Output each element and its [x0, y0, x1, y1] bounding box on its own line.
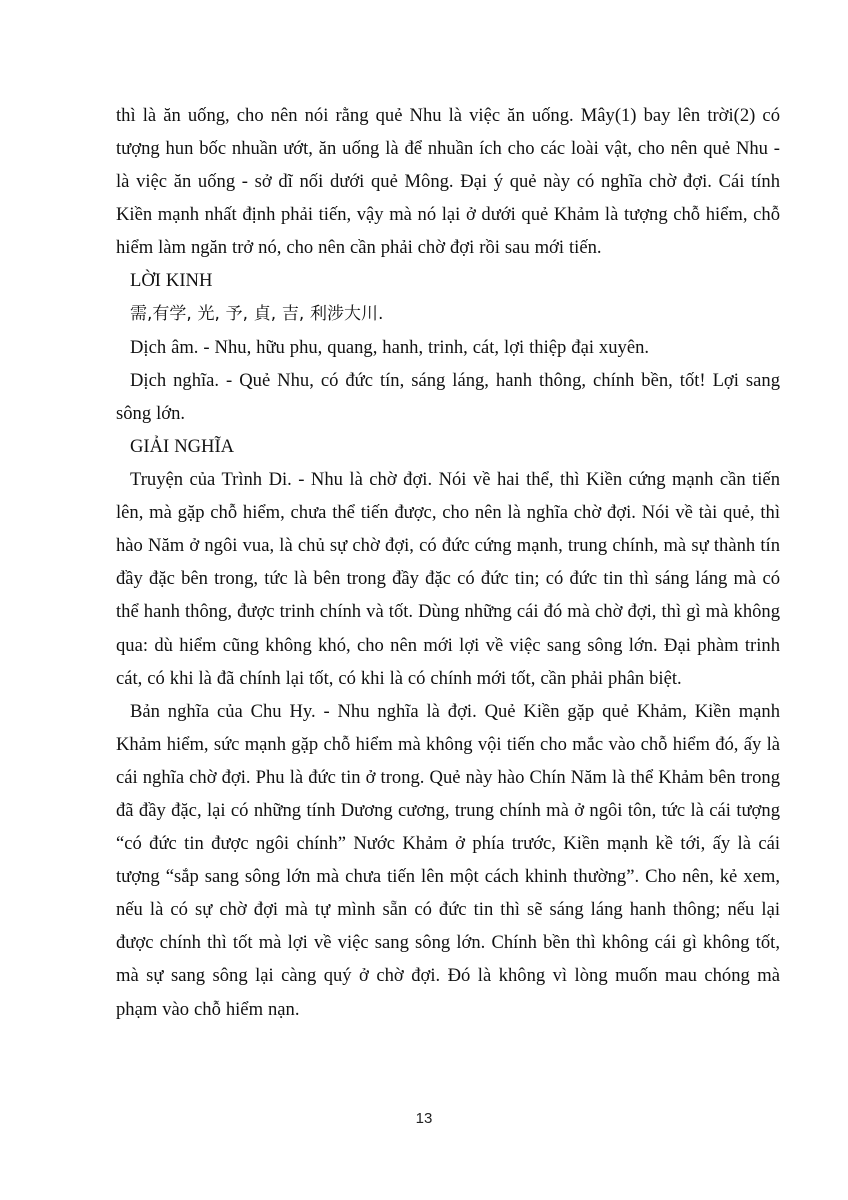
body-text: [116, 99, 780, 1026]
paragraph-continuation: thì là ăn uống, cho nên nói rằng quẻ Nhu là việc ăn uống. Mây(1) bay lên trời(2) có tượng hun bốc nhuần ướt, ăn uống là để nhuần ích cho các loài vật, cho nên quẻ Nhu - là việc ăn uống - sở dĩ nối dưới quẻ Mông. Đại ý quẻ này có nghĩa chờ đợi. Cái tính Kiền mạnh nhất định phải tiến, vậy mà nó lại ở dưới quẻ Khảm là tượng chỗ hiểm, chỗ hiểm làm ngăn trở nó, cho nên cần phải chờ đợi rồi sau mới tiến.: [116, 105, 780, 259]
paragraph-dich-am: Dịch âm. - Nhu, hữu phu, quang, hanh, trinh, cát, lợi thiệp đại xuyên.: [130, 336, 650, 358]
page-number: 13: [415, 1110, 433, 1127]
classical-chinese-text: 需,有学, 光, 予, 貞, 吉, 利涉大川.: [130, 303, 384, 324]
paragraph-truyen-trinh-di: Truyện của Trình Di. - Nhu là chờ đợi. Nói về hai thể, thì Kiền cứng mạnh cần tiến lên, mà gặp chỗ hiểm, chưa thể tiến được, cho nên là nghĩa chờ đợi. Nói về tài quẻ, thì hào Năm ở ngôi vua, là chủ sự chờ đợi, có đức cứng mạnh, trung chính, mà sự thành tín đầy đặc bên trong, tức là bên trong đầy đặc có đức tin; có đức tin thì sáng láng mà có thể hanh thông, được trinh chính và tốt. Dùng những cái đó mà chờ đợi, thì gì mà không qua: dù hiểm cũng không khó, cho nên mới lợi về việc sang sông lớn. Đại phàm trinh cát, có khi là đã chính lại tốt, có khi là có chính mới tốt, cần phải phân biệt.: [116, 469, 780, 689]
paragraph-dich-nghia: Dịch nghĩa. - Quẻ Nhu, có đức tín, sáng láng, hanh thông, chính bền, tốt! Lợi sang sông lớn.: [116, 369, 780, 424]
paragraph-ban-nghia-chu-hy: Bản nghĩa của Chu Hy. - Nhu nghĩa là đợi. Quẻ Kiền gặp quẻ Khảm, Kiền mạnh Khảm hiểm, sức mạnh gặp chỗ hiểm mà không vội tiến cho mắc vào chỗ hiểm đó, ấy là cái nghĩa chờ đợi. Phu là đức tin ở trong. Quẻ này hào Chín Năm là thể Khảm bên trong đã đầy đặc, lại có những tính Dương cương, trung chính mà ở ngôi tôn, tức là cái tượng “có đức tin được ngôi chính” Nước Khảm ở phía trước, Kiền mạnh kề tới, ấy là cái tượng “sắp sang sông lớn mà chưa tiến lên một cách khinh thường”. Cho nên, kẻ xem, nếu là có sự chờ đợi mà tự mình sẵn có đức tin thì sẽ sáng láng hanh thông; nếu lại được chính thì tốt mà lợi về việc sang sông lớn. Chính bền thì không cái gì không tốt, mà sự sang sông lại càng quý ở chờ đợi. Đó là không vì lòng muốn mau chóng mà phạm vào chỗ hiểm nạn.: [116, 700, 780, 1020]
heading-loi-kinh: LỜI KINH: [130, 270, 213, 292]
heading-giai-nghia: GIẢI NGHĨA: [130, 435, 235, 457]
